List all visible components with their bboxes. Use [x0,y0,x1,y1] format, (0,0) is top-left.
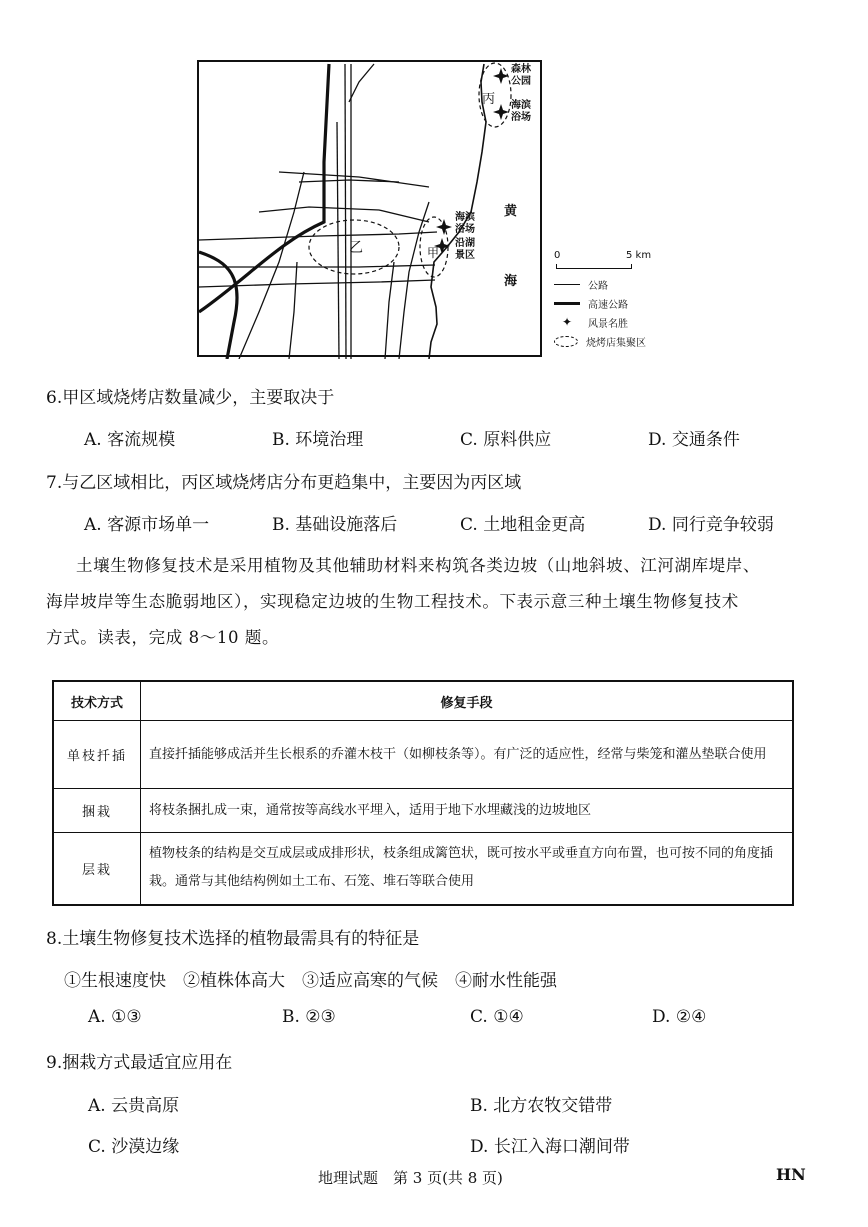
table-row [53,833,793,905]
row-desc: 植物枝条的结构是交互成层或成排形状，枝条组成篱笆状，既可按水平或垂直方向布置，也可按不同的角度插栽。通常与其他结构例如土工布、石笼、堆石等联合使用 [141,833,794,905]
scale-zero: 0 [554,250,561,261]
q7-option-a: A. 客源市场单一 [84,515,210,535]
q7-option-c: C. 土地租金更高 [460,515,586,535]
row-name: 层栽 [53,833,141,905]
table-row [53,789,793,833]
q6-option-a: A. 客流规模 [84,430,176,450]
scale-five: 5 km [626,250,652,261]
row-desc: 直接扦插能够成活并生长根系的乔灌木枝干（如柳枝条等）。有广泛的适应性，经常与柴笼和灌丛垫联合使用 [141,721,794,789]
road-symbol [554,284,580,285]
q7-option-b: B. 基础设施落后 [272,515,398,535]
intro-line-1: 土壤生物修复技术是采用植物及其他辅助材料来构筑各类边坡（山地斜坡、江河湖库堤岸、 [76,556,760,575]
q8-items: ①生根速度快 ②植株体高大 ③适应高寒的气候 ④耐水性能强 [64,971,557,991]
intro-line-2: 海岸坡岸等生态脆弱地区），实现稳定边坡的生物工程技术。下表示意三种土壤生物修复技术 [46,592,739,611]
map-figure [197,60,542,357]
highway-west [199,252,237,359]
question-9: 9.捆栽方式最适宜应用在 [46,1053,233,1073]
question-6: 6.甲区域烧烤店数量减少，主要取决于 [46,388,335,408]
q9-option-a: A. 云贵高原 [88,1096,180,1116]
intro-paragraph [46,548,816,656]
page-footer: 地理试题 第 3 页(共 8 页) [318,1169,503,1187]
cluster-icon [554,336,578,347]
q6-option-d: D. 交通条件 [648,430,740,450]
label-yi: 乙 [349,240,363,256]
row-desc: 将枝条捆扎成一束，通常按等高线水平埋入，适用于地下水埋藏浅的边坡地区 [141,789,794,833]
label-yellow-sea-2: 海 [504,274,518,289]
highway-north [199,64,329,312]
legend-bbq-cluster: 烧烤店集聚区 [586,337,646,349]
q8-option-d: D. ②④ [652,1007,707,1027]
q7-option-d: D. 同行竞争较弱 [648,515,774,535]
q9-option-c: C. 沙漠边缘 [88,1137,180,1157]
q8-option-b: B. ②③ [282,1007,336,1027]
intro-line-3: 方式。读表，完成 8～10 题。 [46,628,280,647]
legend-road: 公路 [588,280,608,292]
label-bing: 丙 [482,92,496,107]
scenic-icon: ✦ [561,315,573,329]
highway-symbol [554,302,580,305]
map-legend [554,250,694,355]
label-beach-north: 海滨浴场 [511,100,531,123]
legend-scenic: 风景名胜 [588,318,628,330]
label-beach-south: 海滨浴场 [455,212,475,235]
q8-option-c: C. ①④ [470,1007,524,1027]
question-7: 7.与乙区域相比，丙区域烧烤店分布更趋集中，主要因为丙区域 [46,473,522,493]
table-row [53,721,793,789]
q9-option-d: D. 长江入海口潮间带 [470,1137,630,1157]
footer-code: HN [776,1165,806,1184]
q6-option-c: C. 原料供应 [460,430,552,450]
legend-highway: 高速公路 [588,299,628,311]
label-jia: 甲 [427,246,440,260]
label-lake-scenic: 沿湖景区 [455,238,475,261]
question-8: 8.土壤生物修复技术选择的植物最需具有的特征是 [46,929,420,949]
technique-table [52,680,794,906]
q9-option-b: B. 北方农牧交错带 [470,1096,613,1116]
scale-bar [556,264,632,269]
table-header-row [53,681,793,721]
q8-option-a: A. ①③ [88,1007,142,1027]
header-method: 修复手段 [141,681,794,721]
label-forest-park: 森林公园 [511,64,531,87]
header-technique: 技术方式 [53,681,141,721]
q6-option-b: B. 环境治理 [272,430,364,450]
row-name: 捆栽 [53,789,141,833]
row-name: 单枝扦插 [53,721,141,789]
label-yellow-sea-1: 黄 [504,204,518,219]
